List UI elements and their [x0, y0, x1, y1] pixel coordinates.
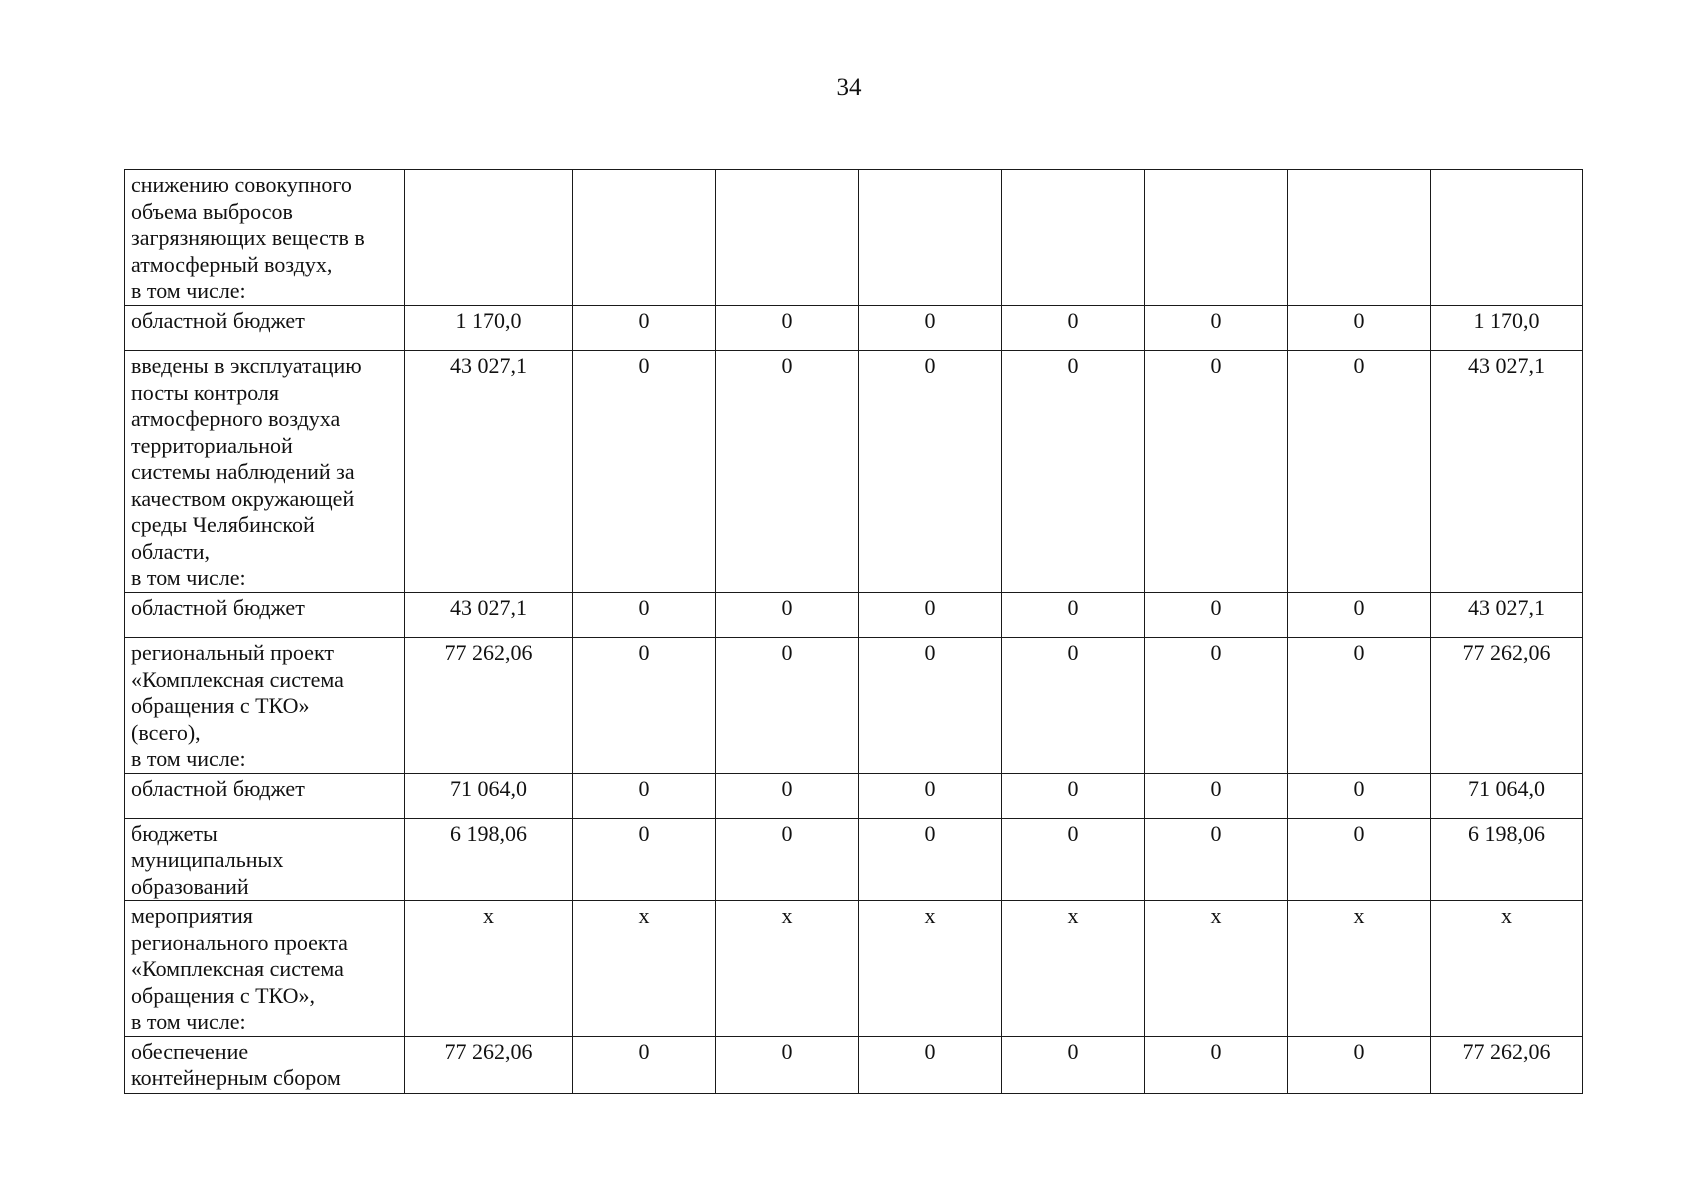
table-cell: 0: [716, 351, 859, 593]
table-cell: 77 262,06: [1431, 1036, 1583, 1093]
table-cell: [405, 170, 573, 306]
table-cell: 0: [573, 773, 716, 818]
table-cell: 0: [1002, 638, 1145, 774]
budget-table: [124, 169, 1583, 1094]
table-cell: 0: [1288, 593, 1431, 638]
table-cell: 0: [859, 773, 1002, 818]
table-cell: 0: [1288, 351, 1431, 593]
row-label: областной бюджет: [125, 773, 405, 818]
table-cell: 77 262,06: [405, 1036, 573, 1093]
table-cell: 0: [573, 306, 716, 351]
table-row: [125, 1036, 1583, 1093]
table-cell: 0: [859, 818, 1002, 901]
table-cell: 0: [716, 593, 859, 638]
table-cell: 43 027,1: [405, 593, 573, 638]
table-row: [125, 901, 1583, 1037]
table-cell: 1 170,0: [405, 306, 573, 351]
table-cell: [1145, 170, 1288, 306]
table-cell: x: [859, 901, 1002, 1037]
table-cell: 0: [1288, 818, 1431, 901]
row-label: областной бюджет: [125, 593, 405, 638]
table-cell: 0: [1002, 351, 1145, 593]
row-label: обеспечение контейнерным сбором: [125, 1036, 405, 1093]
table-cell: x: [716, 901, 859, 1037]
row-label: снижению совокупного объема выбросов загрязняющих веществ в атмосферный воздух, в том числе:: [125, 170, 405, 306]
table-cell: 1 170,0: [1431, 306, 1583, 351]
table-cell: 0: [859, 1036, 1002, 1093]
table-cell: 0: [573, 818, 716, 901]
table-cell: 0: [573, 593, 716, 638]
table-cell: x: [1002, 901, 1145, 1037]
table-cell: [716, 170, 859, 306]
table-cell: 0: [573, 351, 716, 593]
table-cell: [573, 170, 716, 306]
table-cell: 0: [1002, 818, 1145, 901]
table-cell: [1288, 170, 1431, 306]
table-cell: 0: [716, 1036, 859, 1093]
table-row: [125, 351, 1583, 593]
table-cell: 43 027,1: [1431, 593, 1583, 638]
table-cell: 71 064,0: [1431, 773, 1583, 818]
table-row: [125, 638, 1583, 774]
table-cell: 0: [1145, 1036, 1288, 1093]
table-cell: 0: [1002, 1036, 1145, 1093]
table-cell: 6 198,06: [1431, 818, 1583, 901]
table-row: [125, 170, 1583, 306]
table-cell: 0: [859, 638, 1002, 774]
table-cell: 0: [716, 773, 859, 818]
table-cell: 77 262,06: [405, 638, 573, 774]
table-cell: 0: [859, 593, 1002, 638]
table-cell: 0: [1002, 306, 1145, 351]
table-cell: 0: [1145, 773, 1288, 818]
table-cell: 0: [1288, 773, 1431, 818]
table-cell: 0: [573, 1036, 716, 1093]
table-cell: 0: [1288, 306, 1431, 351]
table-cell: x: [405, 901, 573, 1037]
row-label: региональный проект «Комплексная система обращения с ТКО» (всего), в том числе:: [125, 638, 405, 774]
table-cell: 0: [716, 306, 859, 351]
table-cell: [859, 170, 1002, 306]
table-row: [125, 306, 1583, 351]
table-row: [125, 593, 1583, 638]
table-cell: 0: [1145, 593, 1288, 638]
row-label: мероприятия регионального проекта «Комплексная система обращения с ТКО», в том числе:: [125, 901, 405, 1037]
table-cell: 77 262,06: [1431, 638, 1583, 774]
table-cell: x: [573, 901, 716, 1037]
table-cell: 43 027,1: [405, 351, 573, 593]
table-cell: 0: [1145, 351, 1288, 593]
table-cell: x: [1288, 901, 1431, 1037]
table-cell: 6 198,06: [405, 818, 573, 901]
table-cell: 71 064,0: [405, 773, 573, 818]
table-cell: 0: [1145, 638, 1288, 774]
table-row: [125, 773, 1583, 818]
table-cell: 43 027,1: [1431, 351, 1583, 593]
table-cell: 0: [1002, 593, 1145, 638]
table-cell: 0: [1288, 638, 1431, 774]
table-cell: 0: [1002, 773, 1145, 818]
table-row: [125, 818, 1583, 901]
table-cell: [1002, 170, 1145, 306]
table-cell: 0: [716, 818, 859, 901]
table-cell: 0: [859, 306, 1002, 351]
table-cell: 0: [573, 638, 716, 774]
table-cell: [1431, 170, 1583, 306]
table-cell: 0: [1288, 1036, 1431, 1093]
table-cell: 0: [1145, 818, 1288, 901]
table-cell: 0: [716, 638, 859, 774]
table-cell: x: [1431, 901, 1583, 1037]
table-cell: x: [1145, 901, 1288, 1037]
row-label: областной бюджет: [125, 306, 405, 351]
table-cell: 0: [859, 351, 1002, 593]
row-label: введены в эксплуатацию посты контроля атмосферного воздуха территориальной системы наблюдений за качеством окружающей среды Челябинской области, в том числе:: [125, 351, 405, 593]
page-number: 34: [836, 74, 862, 101]
table-cell: 0: [1145, 306, 1288, 351]
row-label: бюджеты муниципальных образований: [125, 818, 405, 901]
